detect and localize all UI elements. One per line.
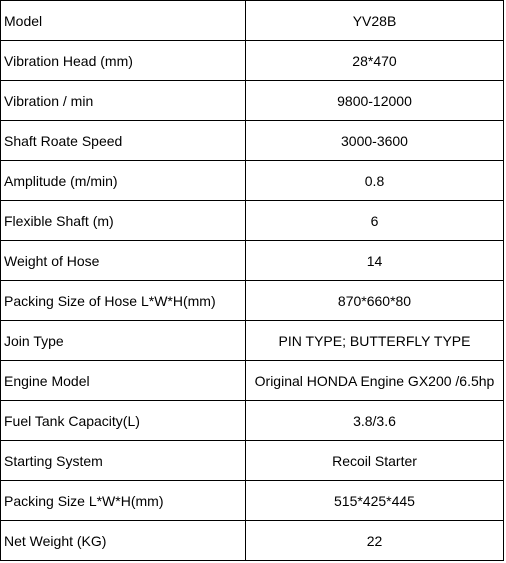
spec-value: 28*470	[246, 41, 504, 81]
spec-label: Starting System	[1, 441, 246, 481]
spec-value: 6	[246, 201, 504, 241]
spec-label: Flexible Shaft (m)	[1, 201, 246, 241]
table-row	[1, 81, 504, 121]
spec-label: Shaft Roate Speed	[1, 121, 246, 161]
table-row	[1, 281, 504, 321]
table-row	[1, 521, 504, 561]
spec-value: 9800-12000	[246, 81, 504, 121]
spec-value: 22	[246, 521, 504, 561]
spec-label: Packing Size of Hose L*W*H(mm)	[1, 281, 246, 321]
table-row	[1, 201, 504, 241]
table-row	[1, 401, 504, 441]
table-row	[1, 161, 504, 201]
table-row	[1, 1, 504, 41]
table-row	[1, 321, 504, 361]
spec-label: Net Weight (KG)	[1, 521, 246, 561]
table-row	[1, 41, 504, 81]
spec-label: Vibration / min	[1, 81, 246, 121]
table-row	[1, 121, 504, 161]
spec-label: Weight of Hose	[1, 241, 246, 281]
spec-label: Join Type	[1, 321, 246, 361]
spec-label: Vibration Head (mm)	[1, 41, 246, 81]
spec-value: 515*425*445	[246, 481, 504, 521]
spec-value: Recoil Starter	[246, 441, 504, 481]
spec-value: YV28B	[246, 1, 504, 41]
spec-value: 3.8/3.6	[246, 401, 504, 441]
spec-label: Model	[1, 1, 246, 41]
table-row	[1, 481, 504, 521]
table-row	[1, 241, 504, 281]
spec-value: PIN TYPE; BUTTERFLY TYPE	[246, 321, 504, 361]
spec-value: 0.8	[246, 161, 504, 201]
spec-value: 14	[246, 241, 504, 281]
spec-label: Packing Size L*W*H(mm)	[1, 481, 246, 521]
spec-value: 870*660*80	[246, 281, 504, 321]
spec-label: Fuel Tank Capacity(L)	[1, 401, 246, 441]
spec-label: Engine Model	[1, 361, 246, 401]
spec-value: Original HONDA Engine GX200 /6.5hp	[246, 361, 504, 401]
table-row	[1, 441, 504, 481]
table-row	[1, 361, 504, 401]
spec-value: 3000-3600	[246, 121, 504, 161]
spec-label: Amplitude (m/min)	[1, 161, 246, 201]
